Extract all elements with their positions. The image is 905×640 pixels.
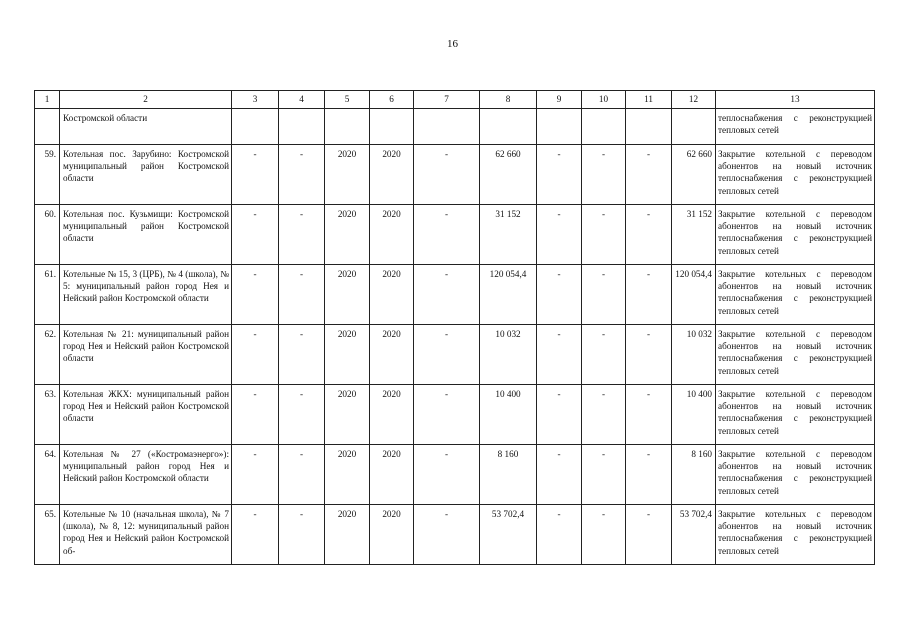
column-number-13: 13 xyxy=(716,91,875,109)
cell-col-11: - xyxy=(626,385,672,445)
cell-col-3: - xyxy=(232,265,279,325)
cell-col-6: 2020 xyxy=(370,385,414,445)
cell-col-9 xyxy=(537,109,582,145)
boiler-name: Котельная ЖКХ: муниципальный район город Нея и Нейский район Костромской области xyxy=(60,385,232,445)
cell-col-5: 2020 xyxy=(325,445,370,505)
cell-col-12: 62 660 xyxy=(672,145,716,205)
cell-col-7: - xyxy=(414,145,480,205)
row-number: 65. xyxy=(35,505,60,565)
row-number: 59. xyxy=(35,145,60,205)
cell-col-4: - xyxy=(279,205,325,265)
cell-col-11: - xyxy=(626,445,672,505)
boiler-name: Котельная пос. Зарубино: Костромской муниципальный район Костромской области xyxy=(60,145,232,205)
program-table xyxy=(34,90,875,565)
cell-col-11: - xyxy=(626,325,672,385)
measure-note: теплоснабжения с реконструкцией тепловых сетей xyxy=(716,109,875,145)
cell-col-5: 2020 xyxy=(325,265,370,325)
cell-col-7: - xyxy=(414,505,480,565)
boiler-name: Котельные № 15, 3 (ЦРБ), № 4 (школа), № 5: муниципальный район город Нея и Нейский район Костромской области xyxy=(60,265,232,325)
boiler-name: Котельная № 21: муниципальный район город Нея и Нейский район Костромской области xyxy=(60,325,232,385)
measure-note: Закрытие котельной с переводом абонентов на новый источник теплоснабжения с реконструкцией тепловых сетей xyxy=(716,325,875,385)
cell-col-6: 2020 xyxy=(370,265,414,325)
cell-col-9: - xyxy=(537,205,582,265)
cell-col-5: 2020 xyxy=(325,385,370,445)
cell-col-10: - xyxy=(582,205,626,265)
column-number-4: 4 xyxy=(279,91,325,109)
cell-col-5: 2020 xyxy=(325,325,370,385)
cell-col-6: 2020 xyxy=(370,325,414,385)
cell-col-3: - xyxy=(232,385,279,445)
column-number-5: 5 xyxy=(325,91,370,109)
cell-col-9: - xyxy=(537,265,582,325)
cell-col-3: - xyxy=(232,325,279,385)
cell-col-5: 2020 xyxy=(325,505,370,565)
cell-col-10: - xyxy=(582,265,626,325)
cell-col-12: 10 400 xyxy=(672,385,716,445)
boiler-name: Костромской области xyxy=(60,109,232,145)
measure-note: Закрытие котельной с переводом абонентов на новый источник теплоснабжения с реконструкцией тепловых сетей xyxy=(716,445,875,505)
cell-col-10: - xyxy=(582,505,626,565)
table-row xyxy=(35,265,875,325)
cell-col-12: 31 152 xyxy=(672,205,716,265)
column-number-row xyxy=(35,91,875,109)
cell-col-8: 31 152 xyxy=(480,205,537,265)
table-row xyxy=(35,109,875,145)
column-number-10: 10 xyxy=(582,91,626,109)
column-number-12: 12 xyxy=(672,91,716,109)
column-number-7: 7 xyxy=(414,91,480,109)
boiler-name: Котельная пос. Кузьмищи: Костромской муниципальный район Костромской области xyxy=(60,205,232,265)
cell-col-3: - xyxy=(232,145,279,205)
cell-col-12: 8 160 xyxy=(672,445,716,505)
measure-note: Закрытие котельной с переводом абонентов на новый источник теплоснабжения с реконструкцией тепловых сетей xyxy=(716,385,875,445)
cell-col-7: - xyxy=(414,205,480,265)
cell-col-4: - xyxy=(279,145,325,205)
cell-col-4: - xyxy=(279,265,325,325)
row-number: 62. xyxy=(35,325,60,385)
cell-col-3: - xyxy=(232,445,279,505)
cell-col-8: 10 032 xyxy=(480,325,537,385)
cell-col-6: 2020 xyxy=(370,505,414,565)
measure-note: Закрытие котельных с переводом абонентов на новый источник теплоснабжения с реконструкцией тепловых сетей xyxy=(716,265,875,325)
cell-col-7: - xyxy=(414,265,480,325)
cell-col-9: - xyxy=(537,145,582,205)
boiler-name: Котельные № 10 (начальная школа), № 7 (школа), № 8, 12: муниципальный район город Нея и Нейский район Костромской об- xyxy=(60,505,232,565)
cell-col-5 xyxy=(325,109,370,145)
cell-col-9: - xyxy=(537,505,582,565)
cell-col-11 xyxy=(626,109,672,145)
cell-col-6 xyxy=(370,109,414,145)
cell-col-11: - xyxy=(626,205,672,265)
cell-col-11: - xyxy=(626,145,672,205)
table-row xyxy=(35,385,875,445)
cell-col-8 xyxy=(480,109,537,145)
page-number: 16 xyxy=(447,38,458,50)
table-row xyxy=(35,205,875,265)
cell-col-7: - xyxy=(414,325,480,385)
cell-col-8: 53 702,4 xyxy=(480,505,537,565)
cell-col-12: 120 054,4 xyxy=(672,265,716,325)
cell-col-12: 53 702,4 xyxy=(672,505,716,565)
cell-col-8: 62 660 xyxy=(480,145,537,205)
row-number: 63. xyxy=(35,385,60,445)
cell-col-3: - xyxy=(232,505,279,565)
cell-col-10: - xyxy=(582,385,626,445)
column-number-2: 2 xyxy=(60,91,232,109)
cell-col-10: - xyxy=(582,145,626,205)
column-number-3: 3 xyxy=(232,91,279,109)
measure-note: Закрытие котельной с переводом абонентов на новый источник теплоснабжения с реконструкцией тепловых сетей xyxy=(716,205,875,265)
cell-col-3: - xyxy=(232,205,279,265)
column-number-9: 9 xyxy=(537,91,582,109)
cell-col-12 xyxy=(672,109,716,145)
cell-col-9: - xyxy=(537,445,582,505)
cell-col-4: - xyxy=(279,505,325,565)
cell-col-10: - xyxy=(582,325,626,385)
row-number: 64. xyxy=(35,445,60,505)
cell-col-5: 2020 xyxy=(325,205,370,265)
cell-col-9: - xyxy=(537,385,582,445)
column-number-6: 6 xyxy=(370,91,414,109)
cell-col-11: - xyxy=(626,505,672,565)
cell-col-7: - xyxy=(414,385,480,445)
cell-col-4: - xyxy=(279,385,325,445)
cell-col-10: - xyxy=(582,445,626,505)
column-number-1: 1 xyxy=(35,91,60,109)
cell-col-4 xyxy=(279,109,325,145)
measure-note: Закрытие котельных с переводом абонентов на новый источник теплоснабжения с реконструкцией тепловых сетей xyxy=(716,505,875,565)
table-row xyxy=(35,445,875,505)
cell-col-8: 120 054,4 xyxy=(480,265,537,325)
cell-col-3 xyxy=(232,109,279,145)
table-row xyxy=(35,145,875,205)
cell-col-6: 2020 xyxy=(370,445,414,505)
cell-col-6: 2020 xyxy=(370,205,414,265)
column-number-8: 8 xyxy=(480,91,537,109)
cell-col-12: 10 032 xyxy=(672,325,716,385)
table-row xyxy=(35,505,875,565)
table-row xyxy=(35,325,875,385)
cell-col-5: 2020 xyxy=(325,145,370,205)
boiler-name: Котельная № 27 («Костромаэнерго»): муниципальный район город Нея и Нейский район Костромской области xyxy=(60,445,232,505)
cell-col-8: 8 160 xyxy=(480,445,537,505)
cell-col-10 xyxy=(582,109,626,145)
cell-col-7 xyxy=(414,109,480,145)
cell-col-8: 10 400 xyxy=(480,385,537,445)
cell-col-7: - xyxy=(414,445,480,505)
cell-col-9: - xyxy=(537,325,582,385)
cell-col-4: - xyxy=(279,325,325,385)
row-number: 61. xyxy=(35,265,60,325)
cell-col-6: 2020 xyxy=(370,145,414,205)
measure-note: Закрытие котельной с переводом абонентов на новый источник теплоснабжения с реконструкцией тепловых сетей xyxy=(716,145,875,205)
row-number xyxy=(35,109,60,145)
cell-col-11: - xyxy=(626,265,672,325)
column-number-11: 11 xyxy=(626,91,672,109)
cell-col-4: - xyxy=(279,445,325,505)
row-number: 60. xyxy=(35,205,60,265)
